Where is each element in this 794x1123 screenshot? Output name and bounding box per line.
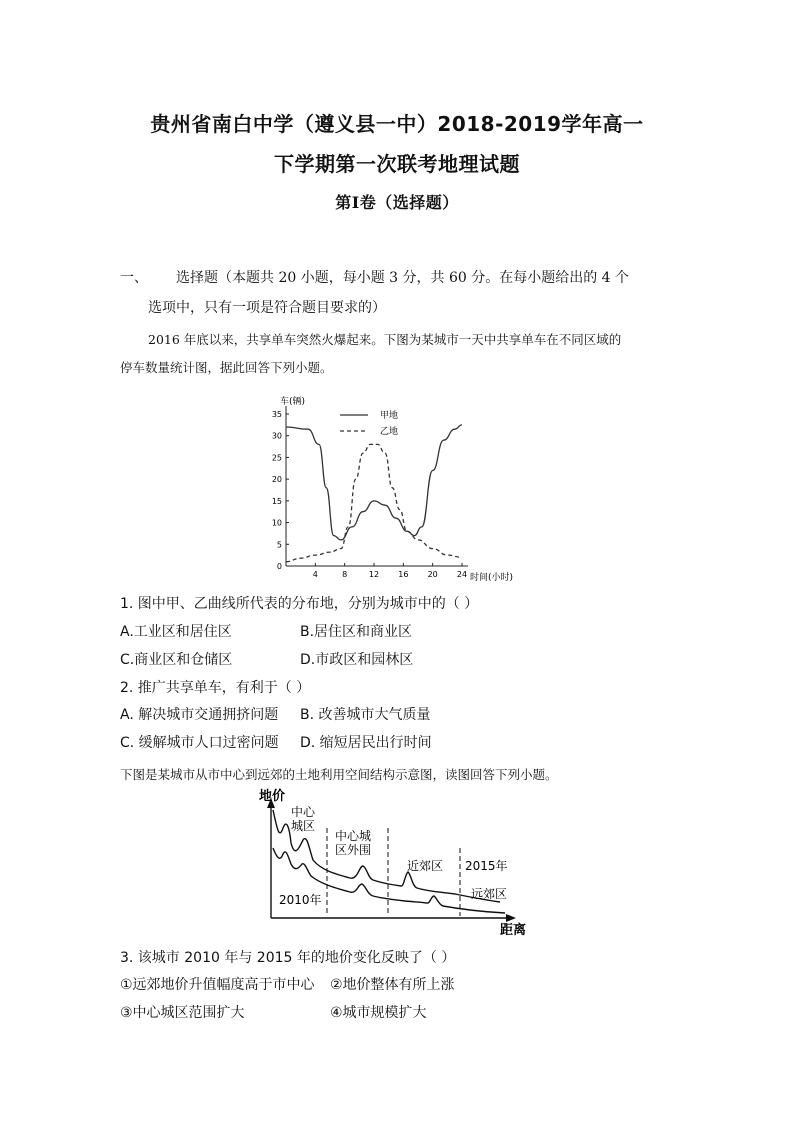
q3-stem: 3. 该城市 2010 年与 2015 年的地价变化反映了（ ） [120,950,456,966]
q3-option-1[interactable]: ①远郊地价升值幅度高于市中心 [120,977,315,993]
chart-ticks [272,410,467,579]
q3-option-2[interactable]: ②地价整体有所上涨 [330,977,455,993]
x-tick-label: 16 [398,570,409,579]
chart-series [286,425,462,562]
chart-y-axis-label: 车(辆) [280,397,306,407]
diagram-x-arrow [506,914,516,922]
y-tick-label: 35 [271,410,282,419]
q1-option-d[interactable]: D.市政区和园林区 [300,652,414,668]
y-tick-label: 5 [276,540,282,550]
y-tick-label: 10 [271,518,282,528]
volume-heading: 第Ⅰ卷（选择题） [335,193,459,212]
diagram-x-label: 距离 [500,923,527,938]
series-line-1 [286,425,462,540]
y-tick-label: 30 [271,431,282,441]
legend-label-1: 甲地 [380,411,399,421]
year-label-2010: 2010年 [279,893,322,907]
y-tick-label: 25 [271,453,282,463]
x-tick-label: 8 [342,570,348,579]
passage2: 下图是某城市从市中心到远郊的土地利用空间结构示意图，读图回答下列小题。 [120,767,558,782]
zone-label-suburb: 近郊区 [407,859,444,873]
q2-option-c[interactable]: C. 缓解城市人口过密问题 [120,735,279,751]
zone-label-outer-l2: 区外围 [335,843,372,857]
legend-label-2: 乙地 [380,427,399,437]
land-price-diagram [255,788,540,938]
passage1-line2: 停车数量统计图，据此回答下列小题。 [120,360,333,375]
q1-stem: 1. 图中甲、乙曲线所代表的分布地，分别为城市中的（ ） [120,596,479,612]
page-subtitle: 下学期第一次联考地理试题 [274,152,520,176]
x-tick-label: 4 [312,570,318,579]
y-tick-label: 0 [276,562,282,571]
zone-label-outer-l1: 中心城 [335,829,372,843]
zone-label-center-l1: 中心 [291,805,316,819]
q1-option-c[interactable]: C.商业区和仓储区 [120,652,233,668]
bike-parking-chart [262,390,522,590]
q1-option-b[interactable]: B.居住区和商业区 [300,624,413,640]
page-title: 贵州省南白中学（遵义县一中）2018-2019学年高一 [150,112,644,136]
series-line-2 [286,444,462,561]
x-tick-label: 24 [456,570,468,579]
q3-option-4[interactable]: ④城市规模扩大 [330,1005,427,1021]
q2-option-a[interactable]: A. 解决城市交通拥挤问题 [120,707,279,723]
y-tick-label: 20 [271,475,282,485]
q2-option-d[interactable]: D. 缩短居民出行时间 [300,735,432,751]
passage1-line1: 2016 年底以来，共享单车突然火爆起来。下图为某城市一天中共享单车在不同区域的 [148,332,622,347]
chart-x-axis-label: 时间(小时) [470,573,514,583]
x-tick-label: 12 [368,570,380,579]
section-number: 一、 [120,270,148,286]
q3-option-3[interactable]: ③中心城区范围扩大 [120,1005,245,1021]
x-tick-label: 20 [427,570,438,579]
y-tick-label: 15 [271,496,282,506]
year-label-2015: 2015年 [465,859,508,873]
diagram-y-label: 地价 [259,789,286,804]
zone-label-exurb: 远郊区 [471,887,508,901]
section-instruction-line1: 选择题（本题共 20 小题，每小题 3 分，共 60 分。在每小题给出的 4 个 [176,270,630,286]
chart-legend [340,409,398,437]
section-instruction-line2: 选项中，只有一项是符合题目要求的） [148,300,386,316]
q2-stem: 2. 推广共享单车，有利于（ ） [120,680,311,696]
q2-option-b[interactable]: B. 改善城市大气质量 [300,707,431,723]
zone-label-center-l2: 城区 [291,819,316,833]
q1-option-a[interactable]: A.工业区和居住区 [120,624,232,640]
chart-axes [286,406,468,566]
